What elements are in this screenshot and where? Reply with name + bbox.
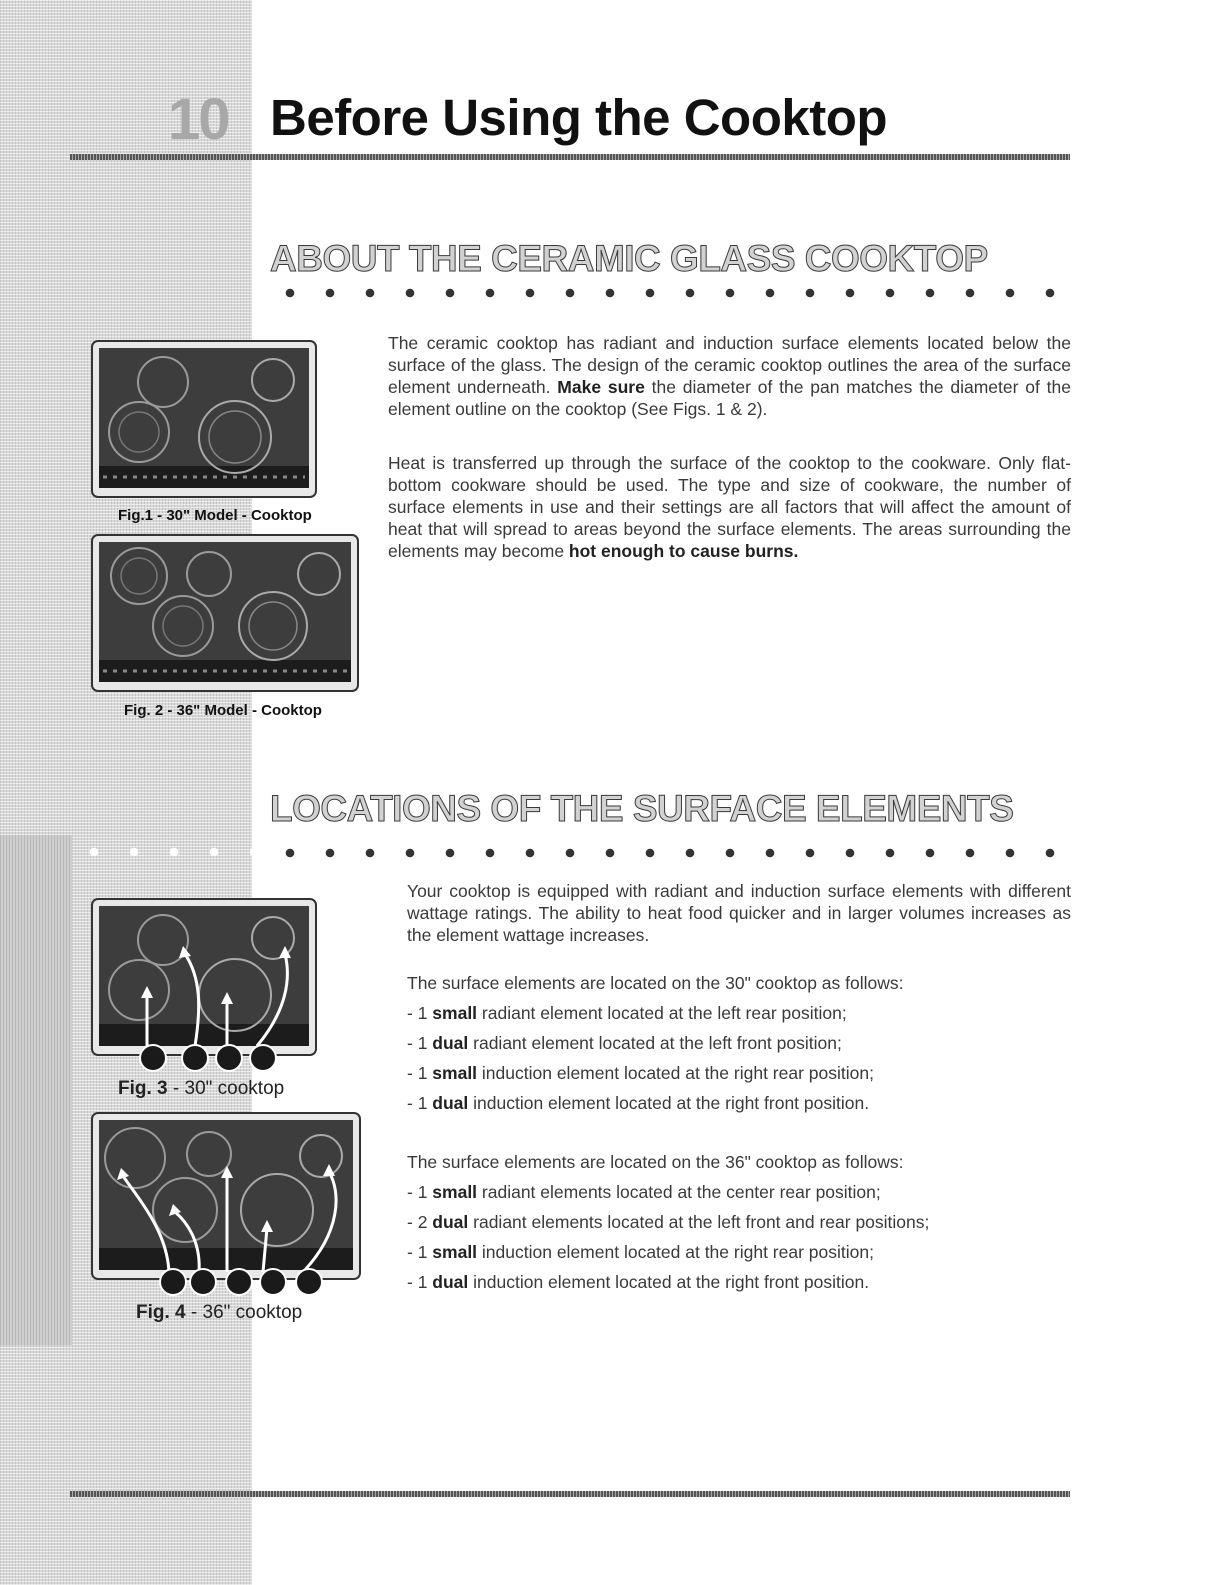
figure-1-30in-cooktop — [91, 340, 317, 498]
list-item: - 2 dual radiant elements located at the left front and rear positions; — [407, 1212, 930, 1232]
list-item: - 1 small radiant elements located at the center rear position; — [407, 1182, 881, 1202]
section-divider-dots — [270, 847, 1070, 859]
decorative-left-band — [0, 0, 252, 1585]
page-number: 10 — [168, 87, 229, 152]
figure-3-30in-cooktop-locations — [91, 898, 317, 1074]
section-title-surface-elements: LOCATIONS OF THE SURFACE ELEMENTS — [270, 788, 1014, 829]
decorative-band-accent — [0, 835, 72, 1345]
figure-1-caption: Fig.1 - 30" Model - Cooktop — [118, 507, 312, 524]
figure-2-36in-cooktop — [91, 534, 359, 692]
list-heading-30in: The surface elements are located on the 30" cooktop as follows: — [407, 973, 904, 993]
list-item: - 1 dual induction element located at the right front position. — [407, 1272, 870, 1292]
list-36in-elements — [407, 1181, 929, 1301]
figure-4-caption: Fig. 4 - 36" cooktop — [136, 1302, 303, 1323]
footer-rule — [70, 1491, 1070, 1497]
list-item: - 1 dual induction element located at the right front position. — [407, 1093, 870, 1113]
section-title-ceramic-cooktop: ABOUT THE CERAMIC GLASS COOKTOP — [270, 238, 988, 279]
header-rule — [70, 154, 1070, 160]
figure-2-caption: Fig. 2 - 36" Model - Cooktop — [124, 702, 322, 719]
paragraph-heat-transfer: Heat is transferred up through the surface of the cooktop to the cookware. Only flat-bottom cookware should be used. The type and size of cookware, the number of surface elements in use and their settings are all factors that will affect the amount of heat that will spread to areas beyond the surface elements. The areas surrounding the elements may become hot enough to cause burns. — [388, 453, 1071, 561]
list-item: - 1 small induction element located at the right rear position; — [407, 1242, 874, 1262]
page-title: Before Using the Cooktop — [270, 89, 888, 146]
list-item: - 1 dual radiant element located at the left front position; — [407, 1033, 842, 1053]
paragraph-cooktop-design: The ceramic cooktop has radiant and induction surface elements located below the surface of the glass. The design of the ceramic cooktop outlines the area of the surface element underneath. Make sure the diameter of the pan matches the diameter of the element outline on the cooktop (See Figs. 1 & 2). — [388, 333, 1071, 419]
section-divider-dots — [270, 287, 1070, 299]
list-item: - 1 small radiant element located at the left rear position; — [407, 1003, 847, 1023]
decorative-side-dots — [74, 846, 252, 858]
list-30in-elements — [407, 1002, 874, 1122]
figure-3-caption: Fig. 3 - 30" cooktop — [118, 1078, 285, 1099]
figure-4-36in-cooktop-locations — [91, 1112, 361, 1298]
paragraph-wattage-intro: Your cooktop is equipped with radiant and induction surface elements with different wattage ratings. The ability to heat food quicker and in larger volumes increases as the element wattage increases. — [407, 881, 1071, 945]
list-heading-36in: The surface elements are located on the 36" cooktop as follows: — [407, 1152, 904, 1172]
list-item: - 1 small induction element located at the right rear position; — [407, 1063, 874, 1083]
